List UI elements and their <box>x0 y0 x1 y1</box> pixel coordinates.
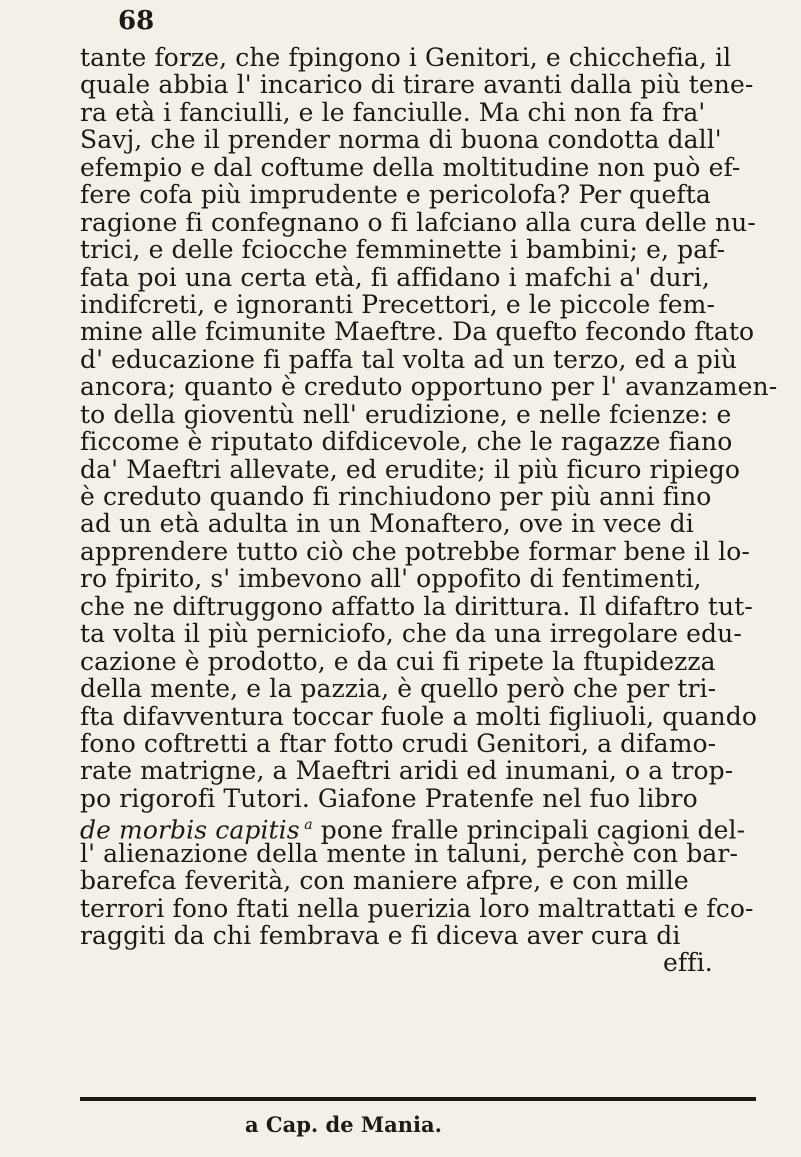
page-number: 68 <box>118 6 155 36</box>
last-word: effi. <box>663 948 713 978</box>
text-line-rest: pone fralle principali cagioni del- <box>312 815 746 845</box>
text-line: è creduto quando fi rinchiudono per più anni fino <box>80 482 712 511</box>
cited-book-title: de morbis capitis <box>80 815 300 845</box>
text-line: efempio e dal coftume della moltitudine non può ef- <box>80 152 741 182</box>
text-line: indifcreti, e ignoranti Precettori, e le piccole fem- <box>80 289 715 319</box>
text-line: ancora; quanto è creduto opportuno per l' avanzamen- <box>80 372 778 402</box>
text-line: apprendere tutto ciò che potrebbe formar bene il lo- <box>80 536 750 566</box>
footnote-marker: a <box>299 817 313 834</box>
text-line: della mente, e la pazzia, è quello però che per tri- <box>80 674 717 704</box>
text-line: Savj, che il prender norma di buona condotta dall' <box>80 125 722 155</box>
text-line: l' alienazione della mente in taluni, perchè con bar- <box>80 838 738 868</box>
text-line: fono coftretti a ftar fotto crudi Genitori, a difamo- <box>80 728 717 758</box>
text-line: cazione è prodotto, e da cui fi ripete la ftupidezza <box>80 646 716 676</box>
text-line: da' Maeftri allevate, ed erudite; il più ficuro ripiego <box>80 454 741 484</box>
text-line: trici, e delle fciocche femminette i bambini; e, paf- <box>80 235 726 265</box>
text-line: ad un età adulta in un Monaftero, ove in vece di <box>80 509 694 539</box>
text-line: d' educazione fi paffa tal volta ad un terzo, ed a più <box>80 344 738 374</box>
text-line: ragione fi confegnano o fi lafciano alla cura delle nu- <box>80 207 756 237</box>
text-line: fata poi una certa età, fi affidano i mafchi a' duri, <box>80 262 710 292</box>
text-line: raggiti da chi fembrava e fi diceva aver cura di <box>80 921 681 950</box>
text-line: mine alle fcimunite Maeftre. Da quefto fecondo ftato <box>80 317 755 347</box>
text-line: barefca feverità, con maniere afpre, e con mille <box>80 866 689 896</box>
text-line: tante forze, che fpingono i Genitori, e chicchefia, il <box>80 43 732 72</box>
text-line: quale abbia l' incarico di tirare avanti dalla più tene- <box>80 70 754 100</box>
text-line: terrori fono ftati nella puerizia loro maltrattati e fco- <box>80 893 754 923</box>
text-line: che ne diftruggono affatto la dirittura. Il difaftro tut- <box>80 591 753 621</box>
text-line: to della gioventù nell' erudizione, e nelle fcienze: e <box>80 399 732 429</box>
text-line: ro fpirito, s' imbevono all' oppofito di fentimenti, <box>80 564 702 594</box>
text-line-with-citation <box>80 812 760 845</box>
text-line: ficcome è riputato difdicevole, che le ragazze fiano <box>80 427 733 457</box>
text-line: po rigorofi Tutori. Giafone Pratenfe nel fuo libro <box>80 783 698 813</box>
body-text <box>80 43 778 978</box>
text-line: ra età i fanciulli, e le fanciulle. Ma chi non fa fra' <box>80 97 706 127</box>
text-line: rate matrigne, a Maeftri aridi ed inumani, o a trop- <box>80 756 734 786</box>
footnote-divider <box>80 1097 756 1101</box>
text-line: fta difavventura toccar fuole a molti figliuoli, quando <box>80 701 757 731</box>
footnote: a Cap. de Mania. <box>245 1112 442 1137</box>
text-line: ta volta il più perniciofo, che da una irregolare edu- <box>80 619 742 649</box>
text-line: fere cofa più imprudente e pericolofa? Per quefta <box>80 180 711 210</box>
